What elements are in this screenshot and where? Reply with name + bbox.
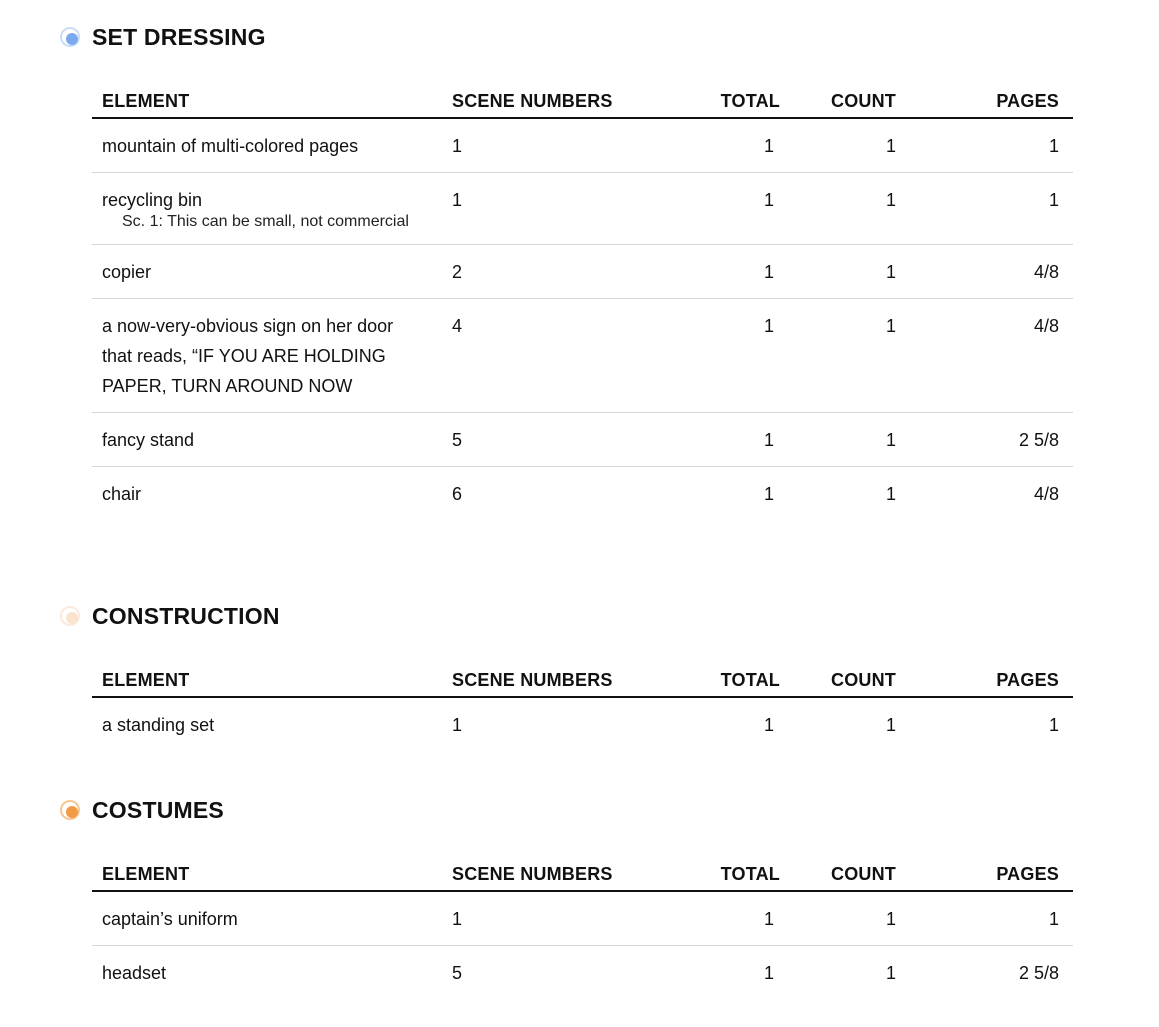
pages-cell: 4/8	[1033, 484, 1059, 504]
section-title: SET DRESSING	[92, 23, 266, 50]
section-heading-costumes	[60, 795, 224, 825]
costumes-color-dot-icon	[60, 800, 80, 820]
column-header-pages: PAGES	[922, 665, 1073, 697]
column-header-element: ELEMENT	[92, 859, 442, 891]
pages-cell: 1	[922, 891, 1073, 946]
column-header-count: COUNT	[802, 665, 922, 697]
pages-cell: 1	[922, 118, 1073, 173]
element-cell: chair	[102, 484, 142, 504]
scene-numbers-cell: 2	[442, 245, 672, 299]
table-row-note	[92, 226, 1073, 245]
count-cell: 1	[885, 190, 896, 210]
table-header-row	[92, 86, 1073, 118]
count-cell: 1	[885, 484, 896, 504]
table-row	[92, 697, 1073, 751]
column-header-total: TOTAL	[672, 859, 802, 891]
pages-cell: 1	[1048, 715, 1059, 735]
scene-numbers-cell: 1	[442, 891, 672, 946]
count-cell: 1	[885, 715, 896, 735]
scene-numbers-cell: 6	[452, 484, 463, 504]
column-header-total: TOTAL	[672, 86, 802, 118]
pages-cell: 2 5/8	[922, 413, 1073, 467]
column-header-scene-numbers: SCENE NUMBERS	[442, 859, 672, 891]
scene-numbers-cell: 1	[452, 715, 463, 735]
scene-numbers-cell: 5	[452, 963, 463, 983]
construction-table	[92, 665, 1073, 751]
element-cell: mountain of multi-colored pages	[92, 118, 442, 173]
table-row	[92, 413, 1073, 467]
column-header-element: ELEMENT	[92, 86, 442, 118]
count-cell: 1	[802, 299, 922, 413]
table-row	[92, 891, 1073, 946]
column-header-pages: PAGES	[922, 859, 1073, 891]
total-cell: 1	[763, 190, 774, 210]
column-header-count: COUNT	[802, 859, 922, 891]
costumes-table	[92, 859, 1073, 999]
scene-note: Sc. 1: This can be small, not commercial	[122, 213, 409, 230]
table-header-row	[92, 859, 1073, 891]
element-cell: headset	[102, 963, 167, 983]
total-cell: 1	[672, 245, 802, 299]
element-cell: a standing set	[102, 715, 215, 735]
total-cell: 1	[763, 715, 774, 735]
column-header-scene-numbers: SCENE NUMBERS	[442, 665, 672, 697]
table-row	[92, 299, 1073, 413]
total-cell: 1	[672, 118, 802, 173]
total-cell: 1	[763, 963, 774, 983]
element-cell: captain’s uniform	[92, 891, 442, 946]
section-heading-set-dressing	[60, 22, 266, 52]
column-header-total: TOTAL	[672, 665, 802, 697]
element-cell: copier	[92, 245, 442, 299]
section-title: CONSTRUCTION	[92, 602, 280, 629]
count-cell: 1	[885, 963, 896, 983]
count-cell: 1	[802, 891, 922, 946]
total-cell: 1	[763, 484, 774, 504]
scene-numbers-cell: 5	[442, 413, 672, 467]
pages-cell: 2 5/8	[1018, 963, 1059, 983]
column-header-scene-numbers: SCENE NUMBERS	[442, 86, 672, 118]
column-header-element: ELEMENT	[92, 665, 442, 697]
construction-color-dot-icon	[60, 606, 80, 626]
table-row	[92, 946, 1073, 1000]
scene-numbers-cell: 1	[452, 190, 463, 210]
pages-cell: 4/8	[922, 245, 1073, 299]
total-cell: 1	[672, 891, 802, 946]
pages-cell: 4/8	[922, 299, 1073, 413]
count-cell: 1	[802, 245, 922, 299]
table-row	[92, 467, 1073, 521]
total-cell: 1	[672, 299, 802, 413]
section-heading-construction	[60, 601, 280, 631]
pages-cell: 1	[1048, 190, 1059, 210]
count-cell: 1	[802, 413, 922, 467]
set-dressing-color-dot-icon	[60, 27, 80, 47]
column-header-pages: PAGES	[922, 86, 1073, 118]
element-cell: fancy stand	[92, 413, 442, 467]
total-cell: 1	[672, 413, 802, 467]
column-header-count: COUNT	[802, 86, 922, 118]
scene-numbers-cell: 4	[442, 299, 672, 413]
table-row	[92, 118, 1073, 173]
table-row	[92, 245, 1073, 299]
table-header-row	[92, 665, 1073, 697]
scene-numbers-cell: 1	[442, 118, 672, 173]
set-dressing-table	[92, 86, 1073, 520]
count-cell: 1	[802, 118, 922, 173]
element-cell: a now-very-obvious sign on her door that reads, “IF YOU ARE HOLDING PAPER, TURN AROUND NOW	[92, 299, 442, 413]
element-cell: recycling bin	[102, 190, 203, 210]
section-title: COSTUMES	[92, 796, 224, 823]
